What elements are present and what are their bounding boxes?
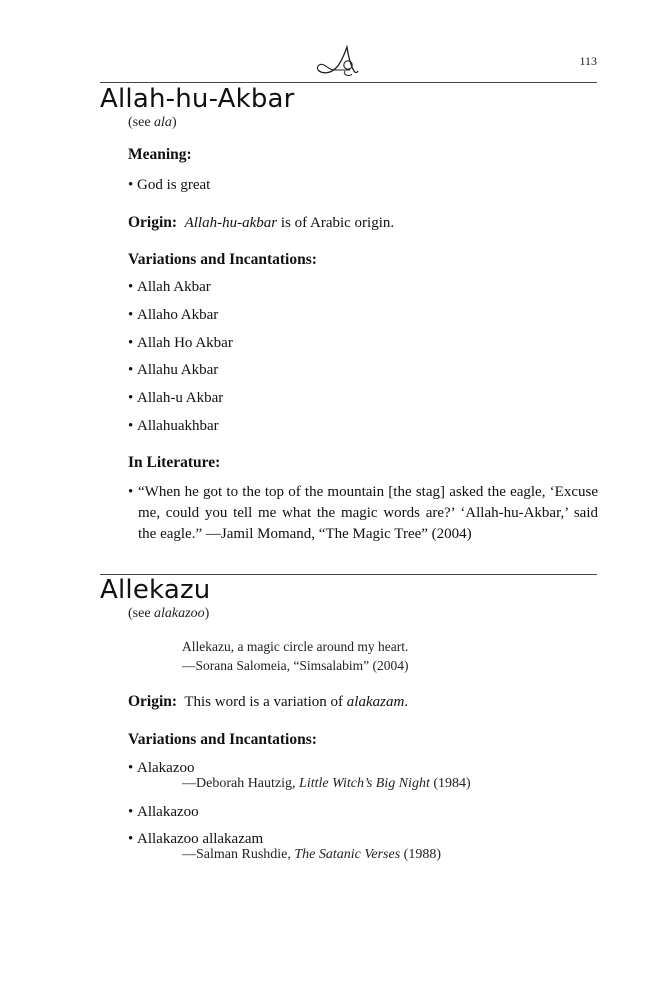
meaning-heading <box>128 145 598 165</box>
see-term: alakazoo <box>154 606 205 621</box>
variation-item: • Allah Akbar <box>128 277 608 297</box>
entry-title: Allekazu <box>100 575 211 605</box>
epigraph-attribution: —Sorana Salomeia, “Simsalabim” (2004) <box>182 658 409 673</box>
meaning-item: • God is great <box>128 175 608 195</box>
heading-text: Variations and Incantations: <box>128 251 317 268</box>
see-term: ala <box>154 115 172 130</box>
bullet-mark: • <box>128 484 134 500</box>
attrib-suffix: (1984) <box>429 776 471 791</box>
see-also-reference <box>128 606 209 622</box>
origin-heading: Origin: <box>128 214 178 231</box>
entry-divider <box>100 82 597 83</box>
see-also-reference <box>128 115 177 131</box>
see-prefix: (see <box>128 606 155 621</box>
literature-quote-text: “When he got to the top of the mountain [the stag] asked the eagle, ‘Excuse me, could you tell me what the magic words are?’ ‘Allah-hu-Akbar,’ said the eagle.” —Jamil Momand, “The Magic Tree” (2004) <box>138 484 598 542</box>
epigraph-line: Allekazu, a magic circle around my heart. <box>182 639 409 654</box>
variation-item: • Allaho Akbar <box>128 305 608 325</box>
variation-attribution <box>182 847 441 863</box>
variations-heading <box>128 730 598 750</box>
heading-text: In Literature: <box>128 454 221 471</box>
variations-heading <box>128 250 598 270</box>
origin-term: Allah-hu-akbar <box>184 215 278 231</box>
epigraph <box>182 637 582 675</box>
variation-item: • Allah-u Akbar <box>128 388 608 408</box>
see-prefix: (see <box>128 115 155 130</box>
attrib-prefix: —Salman Rushdie, <box>182 847 295 862</box>
origin-term: alakazam <box>346 694 405 710</box>
variation-item: • Allakazoo <box>128 802 608 822</box>
attrib-title: The Satanic Verses <box>294 847 401 862</box>
see-suffix: ) <box>204 606 210 621</box>
heading-text: Meaning: <box>128 146 192 163</box>
see-suffix: ) <box>171 115 177 130</box>
literature-heading <box>128 453 598 473</box>
attrib-suffix: (1988) <box>400 847 441 862</box>
variation-item: • Allahu Akbar <box>128 360 608 380</box>
heading-text: Variations and Incantations: <box>128 731 317 748</box>
variation-item: • Alakazoo <box>128 758 608 778</box>
origin-end: . <box>404 694 409 710</box>
origin-heading: Origin: <box>128 693 178 710</box>
calligraphic-letter-a-ornament-icon <box>314 44 360 78</box>
variation-item: • Allah Ho Akbar <box>128 333 608 353</box>
origin-text: This word is a variation of <box>184 694 347 710</box>
attrib-title: Little Witch’s Big Night <box>299 776 430 791</box>
origin-text: is of Arabic origin. <box>277 215 395 231</box>
variation-attribution <box>182 776 471 792</box>
variation-item: • Allakazoo allakazam <box>128 829 608 849</box>
literature-quote <box>128 482 598 545</box>
page-number: 113 <box>579 54 597 68</box>
variation-item: • Allahuakhbar <box>128 416 608 436</box>
attrib-prefix: —Deborah Hautzig, <box>182 776 300 791</box>
origin-line <box>128 213 598 233</box>
entry-title: Allah-hu-Akbar <box>100 84 295 114</box>
page-header <box>100 44 597 84</box>
origin-line <box>128 692 598 712</box>
